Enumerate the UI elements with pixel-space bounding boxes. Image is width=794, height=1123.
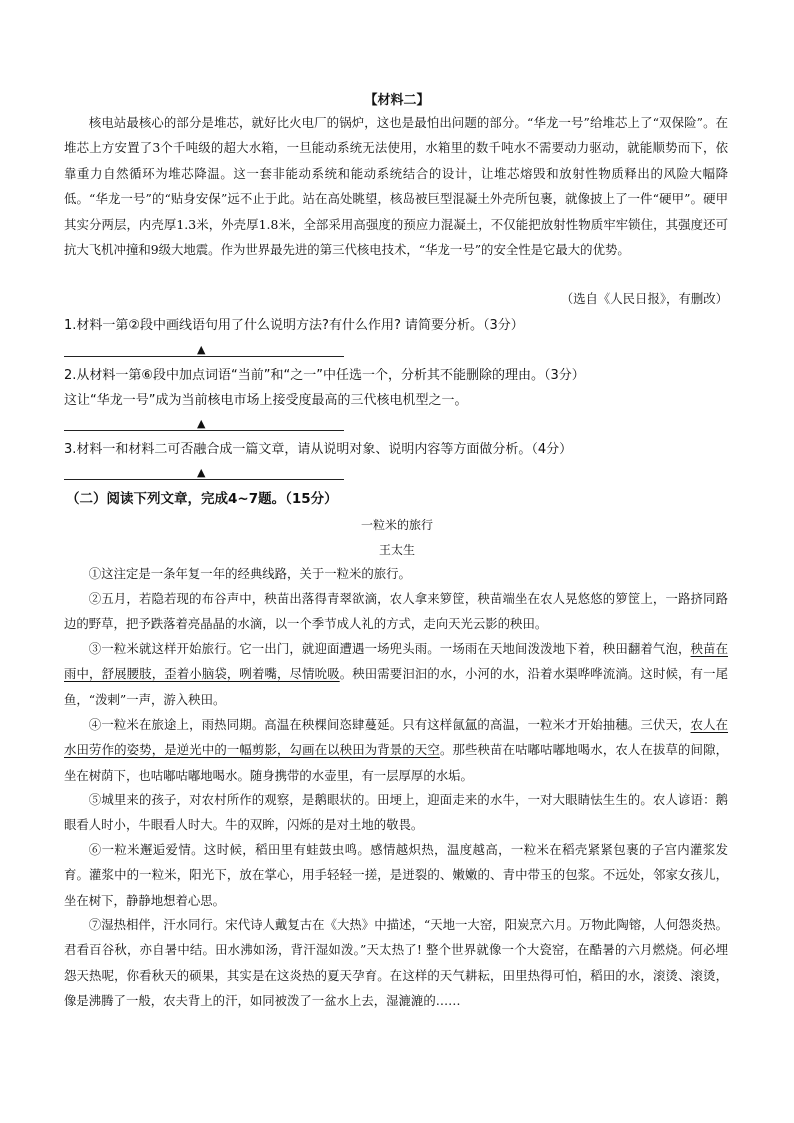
answer-line-1[interactable] — [64, 356, 344, 357]
article-paragraph-5: ⑤城里来的孩子，对农村所作的观察，是鹅眼状的。田埂上，迎面走来的水牛，一对大眼睛怯生生的。农人谚语：鹅眼看人时小，牛眼看人时大。牛的双眸，闪烁的是对土地的敬畏。 — [64, 792, 728, 833]
answer-line-3[interactable] — [64, 479, 344, 480]
article-paragraph-7: ⑦湿热相伴，汗水同行。宋代诗人戴复古在《大热》中描述，“天地一大窑，阳炭烹六月。万物此陶镕，人何怨炎热。君看百谷秋，亦自暑中结。田水沸如汤，背汗湿如泼。”天太热了! 整个世界就像一个大瓷窑，在酷暑的六月燃烧。何必埋怨天热呢，你看秋天的硕果，其实是在这炎热的夏天孕育。在这样的天气耕耘，田里热得可怕，稻田的水，滚烫、滚烫，像是沸腾了一般，农夫背上的汗，如同被泼了一盆水上去，湿漉漉的…… — [64, 917, 728, 1009]
question-2: 2.从材料一第⑥段中加点词语“当前”和“之一”中任选一个，分析其不能删除的理由。（3分） — [64, 368, 585, 383]
article-title: 一粒米的旅行 — [360, 518, 433, 532]
material2-paragraph: 核电站最核心的部分是堆芯，就好比火电厂的锅炉，这也是最怕出问题的部分。“华龙一号”给堆芯上了“双保险”。在堆芯上方安置了3个千吨级的超大水箱，一旦能动系统无法使用，水箱里的数千吨水不需要动力驱动，就能顺势而下，依靠重力自然循环为堆芯降温。这一套非能动系统和能动系统结合的设计，让堆芯熔毁和放射性物质释出的风险大幅降低。“华龙一号”的“贴身安保”远不止于此。站在高处眺望，核岛被巨型混凝土外壳所包裹，就像披上了一件“硬甲”。硬甲其实分两层，内壳厚1.3米，外壳厚1.8米，全部采用高强度的预应力混凝土，不仅能把放射性物质牢牢锁住，其强度还可抗大飞机冲撞和9级大地震。作为世界最先进的第三代核电技术，“华龙一号”的安全性是它最大的优势。 — [64, 115, 728, 258]
material2-source: （选自《人民日报》，有删改） — [560, 291, 728, 306]
underlined-sentence-4: 农人在水田劳作的姿势，是逆光中的一幅剪影，勾画在以秧田为背景的天空 — [64, 717, 729, 758]
answer-marker-2: ▲ — [197, 417, 206, 430]
answer-marker-3: ▲ — [197, 466, 206, 479]
question-3: 3.材料一和材料二可否融合成一篇文章，请从说明对象、说明内容等方面做分析。（4分） — [64, 442, 573, 457]
paragraph-3-text-a: ③一粒米就这样开始旅行。它一出门，就迎面遭遇一场兜头雨。一场雨在天地间泼泼地下着，秧田翻着气泡， — [88, 641, 691, 656]
paragraph-4-text-b: 。那些秧苗在咕嘟咕嘟地喝水，农人在拔草的间隙，坐在树荫下，也咕嘟咕嘟地喝水。随身携带的水壶里，有一层厚厚的水垢。 — [64, 742, 729, 783]
article-paragraph-2: ②五月，若隐若现的布谷声中，秧苗出落得青翠欲滴，农人拿来箩筐，秧苗端坐在农人晃悠悠的箩筐上，一路挤同路边的野草，把予跌落着亮晶晶的水滴，以一个季节成人礼的方式，走向天光云影的秧田。 — [64, 591, 728, 632]
article-paragraph-3 — [64, 636, 728, 712]
article-paragraph-6: ⑥一粒米邂逅爱情。这时候，稻田里有蛙鼓虫鸣。感情越炽热，温度越高，一粒米在稻壳紧紧包裹的子宫内灌浆发育。灌浆中的一粒米，阳光下，放在掌心，用手轻轻一搓，是迸裂的、嫩嫩的、青中带玉的包浆。不远处，邻家女孩儿，坐在树下，静静地想着心思。 — [64, 842, 728, 908]
paragraph-3-text-b: 。秧田需要汩汩的水，小河的水，沿着水渠哗哗流淌。这时候，有一尾鱼，“泼剌”一声，游入秧田。 — [64, 666, 729, 707]
article-paragraph-1: ①这注定是一条年复一年的经典线路，关于一粒米的旅行。 — [88, 566, 411, 581]
question-1: 1.材料一第②段中画线语句用了什么说明方法?有什么作用? 请简要分析。（3分） — [64, 318, 524, 333]
paragraph-4-text-a: ④一粒米在旅途上，雨热同期。高温在秧棵间恣肆蔓延。只有这样氤氲的高温，一粒米才开始抽穗。三伏天， — [88, 717, 691, 732]
underlined-sentence-3: 秧苗在雨中，舒展腰肢，歪着小脑袋，咧着嘴，尽情吮吸 — [64, 641, 729, 682]
section2-heading: （二）阅读下列文章，完成4~7题。（15分） — [66, 491, 338, 507]
question-2-quote: 这让“华龙一号”成为当前核电市场上接受度最高的三代核电机型之一。 — [64, 393, 468, 408]
answer-line-2[interactable] — [64, 430, 344, 431]
material2-heading: 【材料二】 — [364, 93, 430, 108]
article-author: 王太生 — [378, 543, 415, 557]
article-paragraph-4 — [64, 712, 728, 788]
answer-marker-1: ▲ — [197, 343, 206, 356]
